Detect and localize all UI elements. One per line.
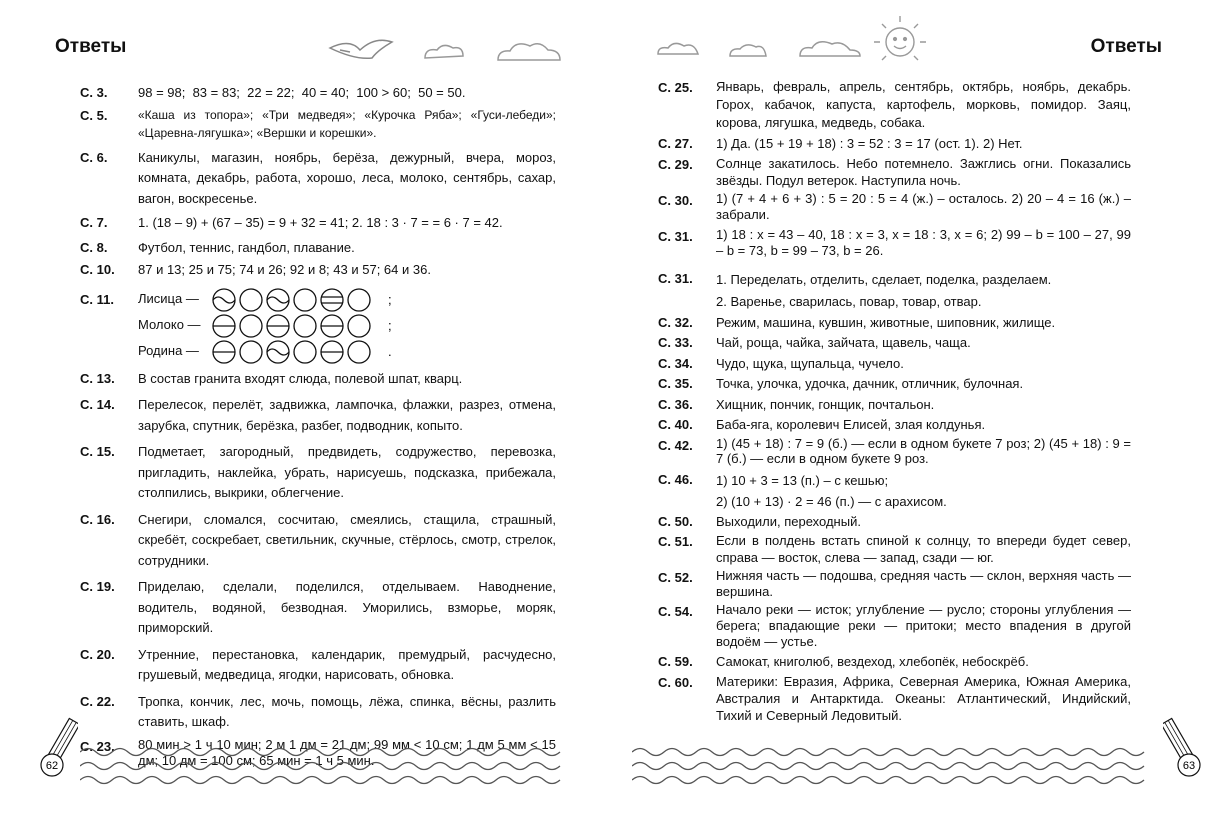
answer-entry: С. 50. Выходили, переходный. <box>658 513 861 529</box>
answer-entry: С. 25. Январь, февраль, апрель, сентябрь, октябрь, ноябрь, декабрь. Горох, кабачок, капуста, картофель, морковь, помидор. Заяц, корова, лягушка, медведь, собака. <box>658 79 1135 130</box>
right-page <box>610 0 1214 819</box>
answer-entry: С. 36. Хищник, пончик, гонщик, почтальон. <box>658 396 935 412</box>
answer-entry: С. 35. Точка, улочка, удочка, дачник, отличник, булочная. <box>658 376 1024 391</box>
answer-entry: С. 19. Приделаю, сделали, поделился, отделываем. Наводнение, водитель, водяной, безводная. Уморились, взморье, моряк, приморский. <box>80 579 560 635</box>
bird-icon <box>330 40 392 58</box>
answer-entry: С. 52. Нижняя часть — подошва, средняя часть — склон, верхняя часть — вершина. <box>658 568 1135 599</box>
bird-and-clouds-decoration <box>0 8 600 68</box>
waves-decoration <box>80 742 580 787</box>
answer-entry: С. 27. 1) Да. (15 + 19 + 18) : 3 = 52 : 3 = 17 (ост. 1). 2) Нет. <box>658 136 1023 151</box>
answer-entry: С. 13. В состав гранита входят слюда, полевой шпат, кварц. <box>80 370 463 386</box>
answer-entry: С. 34. Чудо, щука, щупальца, чучело. <box>658 355 904 371</box>
answer-entry: С. 31. 1. Переделать, отделить, сделает, поделка, разделаем. 2. Варенье, сварилась, повар, товар, отвар. <box>658 270 1052 309</box>
cloud-icon <box>658 42 860 56</box>
scheme-row: Родина — . <box>138 339 397 365</box>
pencil-icon <box>1163 715 1203 785</box>
svg-text:;: ; <box>388 291 392 307</box>
page-title-left: Ответы <box>55 36 127 57</box>
answer-entry: С. 16. Снегири, сломался, сосчитаю, смеялись, стащила, страшный, скребёт, соскребает, светильник, скучные, стёрлось, смотр, стрелок, сотрудники. <box>80 511 560 568</box>
page-number-right: 63 <box>1182 760 1196 772</box>
answer-entry: С. 5. «Каша из топора»; «Три медведя»; «Курочка Ряба»; «Гуси-лебеди»; «Царевна-лягушка»; «Вершки и корешки». <box>80 107 560 140</box>
answer-entry: С. 29. Солнце закатилось. Небо потемнело. Зажглись огни. Показались звёзды. Подул ветерок. Наступила ночь. <box>658 155 1135 188</box>
answer-entry: С. 20. Утренние, перестановка, календарик, премудрый, расчудесно, грушевый, медведица, ягодки, нарисовать, обновка. <box>80 646 560 682</box>
answers-list-left <box>80 83 560 769</box>
pencil-icon <box>38 715 78 785</box>
answer-entry: С. 7. 1. (18 – 9) + (67 – 35) = 9 + 32 = 41; 2. 18 : 3 · 7 = = 6 · 7 = 42. <box>80 215 503 230</box>
answer-entry: С. 54. Начало реки — исток; углубление — русло; стороны углубления — берега; впадающие реки — притоки; место впадения в другой водоём — устье. <box>658 602 1135 649</box>
answer-entry: С. 46. 1) 10 + 3 = 13 (п.) – с кешью; 2) (10 + 13) · 2 = 46 (п.) — с арахисом. <box>658 471 947 509</box>
answer-entry-syllable-schemes: С. 11. Лисица — ; Молоко — ; Родина — . <box>80 287 556 365</box>
clouds-and-sun-decoration <box>650 8 970 68</box>
answer-entry: С. 23. 80 мин > 1 ч 10 мин; 2 м 1 дм = 21 дм; 99 мм < 10 см; 1 дм 5 мм < 15 дм; 10 дм = 100 см; 65 мин = 1 ч 5 мин. <box>80 736 560 768</box>
scheme-circles-icon <box>212 314 397 338</box>
answer-entry: С. 10. 87 и 13; 25 и 75; 74 и 26; 92 и 8; 43 и 57; 64 и 36. <box>80 262 431 277</box>
scheme-row: Лисица — ; <box>138 287 397 313</box>
syllable-schemes <box>138 287 397 365</box>
answers-list-right <box>658 78 1135 724</box>
answer-entry: С. 33. Чай, роща, чайка, зайчата, щавель, чаща. <box>658 335 971 350</box>
left-page <box>0 0 600 819</box>
answer-entry: С. 31. 1) 18 : х = 43 – 40, 18 : х = 3, х = 18 : 3, х = 6; 2) 99 – b = 100 – 27, 99 – b = 73, b = 99 – 73, b = 26. <box>658 226 1135 258</box>
answer-entry: С. 8. Футбол, теннис, гандбол, плавание. <box>80 239 355 255</box>
answer-entry: С. 40. Баба-яга, королевич Елисей, злая колдунья. <box>658 417 986 432</box>
answer-entry: С. 3. 98 = 98; 83 = 83; 22 = 22; 40 = 40; 100 > 60; 50 = 50. <box>80 85 466 100</box>
answer-entry: С. 60. Материки: Евразия, Африка, Северная Америка, Южная Америка, Австралия и Антарктида. Океаны: Атлантический, Индийский, Тихий и Северный Ледовитый. <box>658 673 1135 723</box>
answer-entry: С. 32. Режим, машина, кувшин, животные, шиповник, жилище. <box>658 314 1056 330</box>
answer-entry: С. 6. Каникулы, магазин, ноябрь, берёза, дежурный, вчера, мороз, комната, декабрь, работа, хорошо, леса, молоко, сентябрь, сахар, вагон, воскресенье. <box>80 149 560 206</box>
svg-text:;: ; <box>388 317 392 333</box>
answer-entry: С. 59. Самокат, книголюб, вездеход, хлебопёк, небоскрёб. <box>658 654 1029 669</box>
sun-icon <box>874 16 926 60</box>
scheme-circles-icon <box>212 340 397 364</box>
answer-entry: С. 42. 1) (45 + 18) : 7 = 9 (б.) — если в одном букете 7 роз; 2) (45 + 18) : 9 = 7 (б.) — если в одном букете 9 роз. <box>658 435 1135 466</box>
page-title-right: Ответы <box>1090 36 1162 57</box>
page-number-left: 62 <box>45 760 59 772</box>
scheme-row: Молоко — ; <box>138 313 397 339</box>
cloud-icon <box>425 44 560 60</box>
waves-decoration <box>632 742 1152 787</box>
answer-entry: С. 51. Если в полдень встать спиной к солнцу, то впереди будет север, справа — восток, слева — запад, сзади — юг. <box>658 533 1135 565</box>
answer-entry: С. 15. Подметает, загородный, предвидеть, содружество, перевозка, пригладить, наклейка, убрать, нарисуешь, подсказка, прибежала, столпились, выкрики, облегчение. <box>80 444 560 500</box>
answer-entry: С. 30. 1) (7 + 4 + 6 + 3) : 5 = 20 : 5 = 4 (ж.) – осталось. 2) 20 – 4 = 16 (ж.) – забрали. <box>658 190 1135 222</box>
answer-entry: С. 22. Тропка, кончик, лес, мочь, помощь, лёжа, спинка, вёсны, разлить ставить, шкаф. <box>80 693 560 729</box>
svg-text:.: . <box>388 343 392 359</box>
scheme-circles-icon <box>212 288 397 312</box>
answer-entry: С. 14. Перелесок, перелёт, задвижка, лампочка, флажки, разрез, отмена, зарубка, спутник, берёзка, разбег, подводник, копыто. <box>80 397 560 433</box>
